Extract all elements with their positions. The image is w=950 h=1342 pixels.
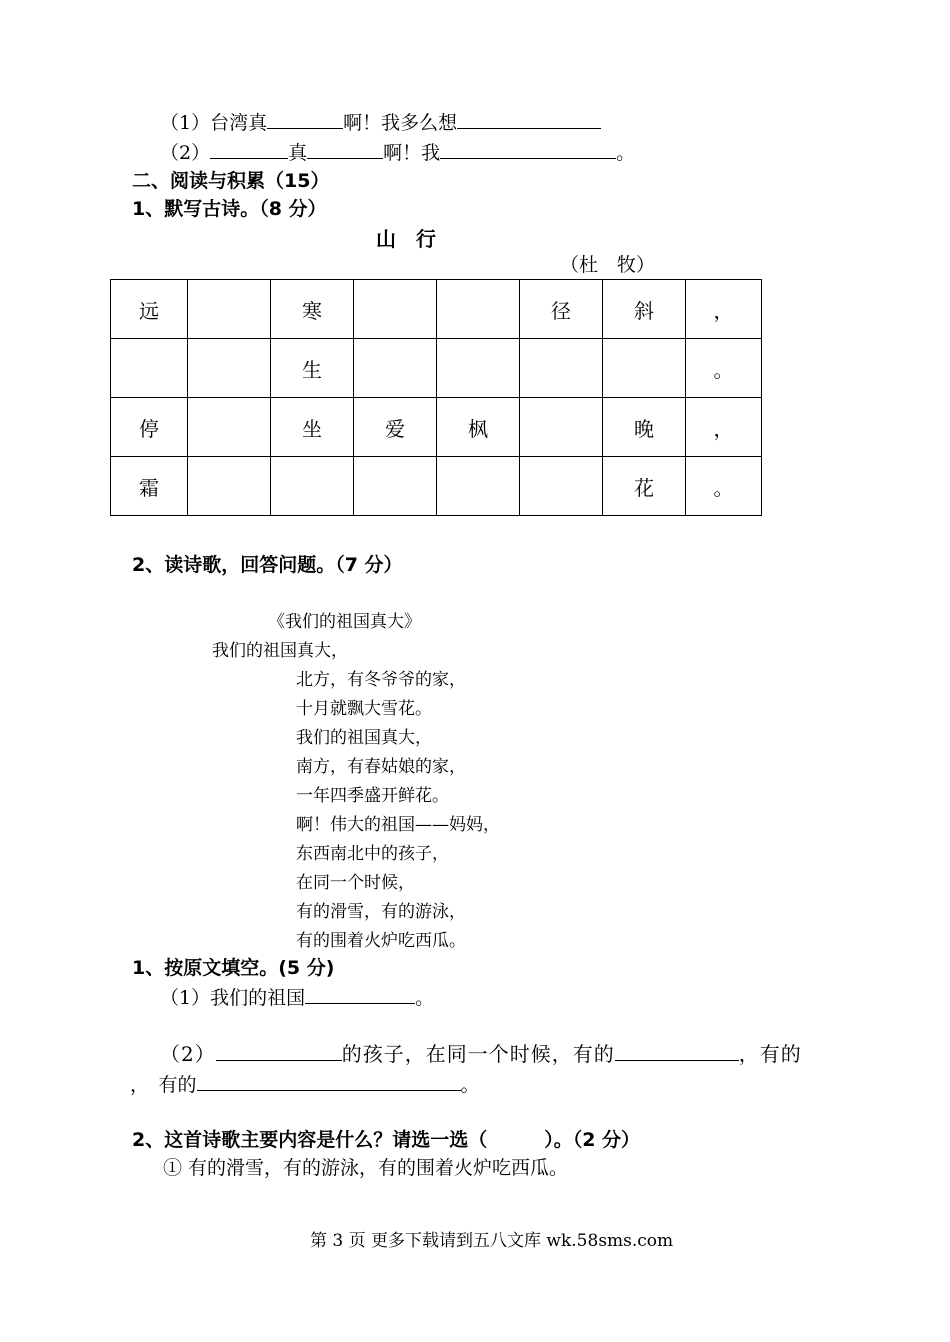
poem-line: 有的滑雪，有的游泳， [296, 902, 466, 922]
answer-blank[interactable] [267, 110, 343, 129]
answer-blank[interactable] [305, 985, 415, 1004]
grid-cell: 。 [686, 339, 762, 398]
question-1-title: 1、默写古诗。（8 分） [132, 198, 327, 220]
grid-cell: ， [686, 398, 762, 457]
grid-row [111, 398, 762, 457]
text: 啊！我 [383, 142, 441, 164]
grid-row [111, 280, 762, 339]
text: 啊！我多么想 [343, 112, 458, 134]
grid-cell: 停 [111, 398, 188, 457]
grid-cell: 生 [271, 339, 354, 398]
answer-blank[interactable] [440, 140, 616, 159]
text: 台湾真 [210, 112, 268, 134]
grid-cell[interactable] [271, 457, 354, 516]
subquestion-2-title: 2、这首诗歌主要内容是什么？请选一选（ ）。（2 分） [132, 1129, 641, 1151]
grid-cell: ， [686, 280, 762, 339]
grid-cell[interactable] [111, 339, 188, 398]
line-number: （2） [160, 142, 211, 164]
line-number: （1） [160, 112, 211, 134]
page-footer: 第 3 页 更多下载请到五八文库 wk.58sms.com [310, 1231, 674, 1251]
poem-line: 东西南北中的孩子， [296, 844, 449, 864]
answer-blank[interactable] [216, 1042, 342, 1061]
poem-line: 一年四季盛开鲜花。 [296, 786, 449, 806]
poem-line: 十月就飘大雪花。 [296, 699, 432, 719]
grid-cell: 斜 [603, 280, 686, 339]
grid-cell: 坐 [271, 398, 354, 457]
sub1-line-2 [160, 1042, 802, 1066]
reading-poem-title: 《我们的祖国真大》 [268, 612, 421, 632]
answer-blank[interactable] [307, 140, 383, 159]
text: 的孩子，在同一个时候，有的 [341, 1042, 615, 1066]
text: 。 [460, 1074, 480, 1096]
grid-cell[interactable] [354, 457, 437, 516]
grid-cell: 径 [520, 280, 603, 339]
grid-cell[interactable] [603, 339, 686, 398]
option-1: ① 有的滑雪，有的游泳，有的围着火炉吃西瓜。 [163, 1157, 569, 1179]
grid-row [111, 457, 762, 516]
grid-cell: 霜 [111, 457, 188, 516]
sub1-line-3 [130, 1072, 480, 1097]
reading-poem-first-line: 我们的祖国真大， [212, 641, 348, 661]
text: 真 [288, 142, 308, 164]
text: 。 [616, 142, 636, 164]
grid-cell[interactable] [520, 398, 603, 457]
answer-blank[interactable] [210, 140, 288, 159]
grid-cell[interactable] [520, 457, 603, 516]
text: ，有的 [738, 1042, 802, 1066]
text: 。 [415, 987, 435, 1009]
grid-cell[interactable] [188, 339, 271, 398]
poem-line: 啊！伟大的祖国——妈妈， [296, 815, 500, 835]
grid-cell: 枫 [437, 398, 520, 457]
poem-author: （杜 牧） [560, 254, 656, 276]
poem-grid [110, 279, 762, 516]
grid-cell: 寒 [271, 280, 354, 339]
grid-row [111, 339, 762, 398]
grid-cell[interactable] [188, 398, 271, 457]
grid-cell: 远 [111, 280, 188, 339]
grid-cell[interactable] [437, 280, 520, 339]
text: ， 有的 [130, 1074, 197, 1096]
fill-line-2 [160, 140, 635, 165]
sub1-line-1 [160, 985, 434, 1010]
reading-poem-body [296, 666, 500, 956]
grid-cell: 爱 [354, 398, 437, 457]
answer-blank[interactable] [197, 1072, 461, 1091]
line-number: （2） [160, 1042, 216, 1066]
poem-line: 南方，有春姑娘的家， [296, 757, 466, 777]
poem-line: 我们的祖国真大， [296, 728, 432, 748]
poem-line: 北方，有冬爷爷的家， [296, 670, 466, 690]
answer-blank[interactable] [457, 110, 601, 129]
grid-cell[interactable] [188, 457, 271, 516]
grid-cell[interactable] [437, 339, 520, 398]
answer-blank[interactable] [615, 1042, 739, 1061]
grid-cell[interactable] [520, 339, 603, 398]
poem-line: 在同一个时候， [296, 873, 415, 893]
grid-cell: 晚 [603, 398, 686, 457]
grid-cell: 。 [686, 457, 762, 516]
subquestion-1-title: 1、按原文填空。(5 分) [132, 957, 335, 979]
grid-cell[interactable] [437, 457, 520, 516]
grid-cell[interactable] [354, 280, 437, 339]
grid-cell: 花 [603, 457, 686, 516]
question-2-title: 2、读诗歌，回答问题。（7 分） [132, 554, 403, 576]
poem-title: 山 行 [376, 227, 436, 251]
fill-line-1 [160, 110, 601, 135]
grid-cell[interactable] [354, 339, 437, 398]
section-title: 二、阅读与积累（15） [132, 170, 330, 192]
grid-cell[interactable] [188, 280, 271, 339]
poem-line: 有的围着火炉吃西瓜。 [296, 931, 466, 951]
text: （1）我们的祖国 [160, 987, 306, 1009]
